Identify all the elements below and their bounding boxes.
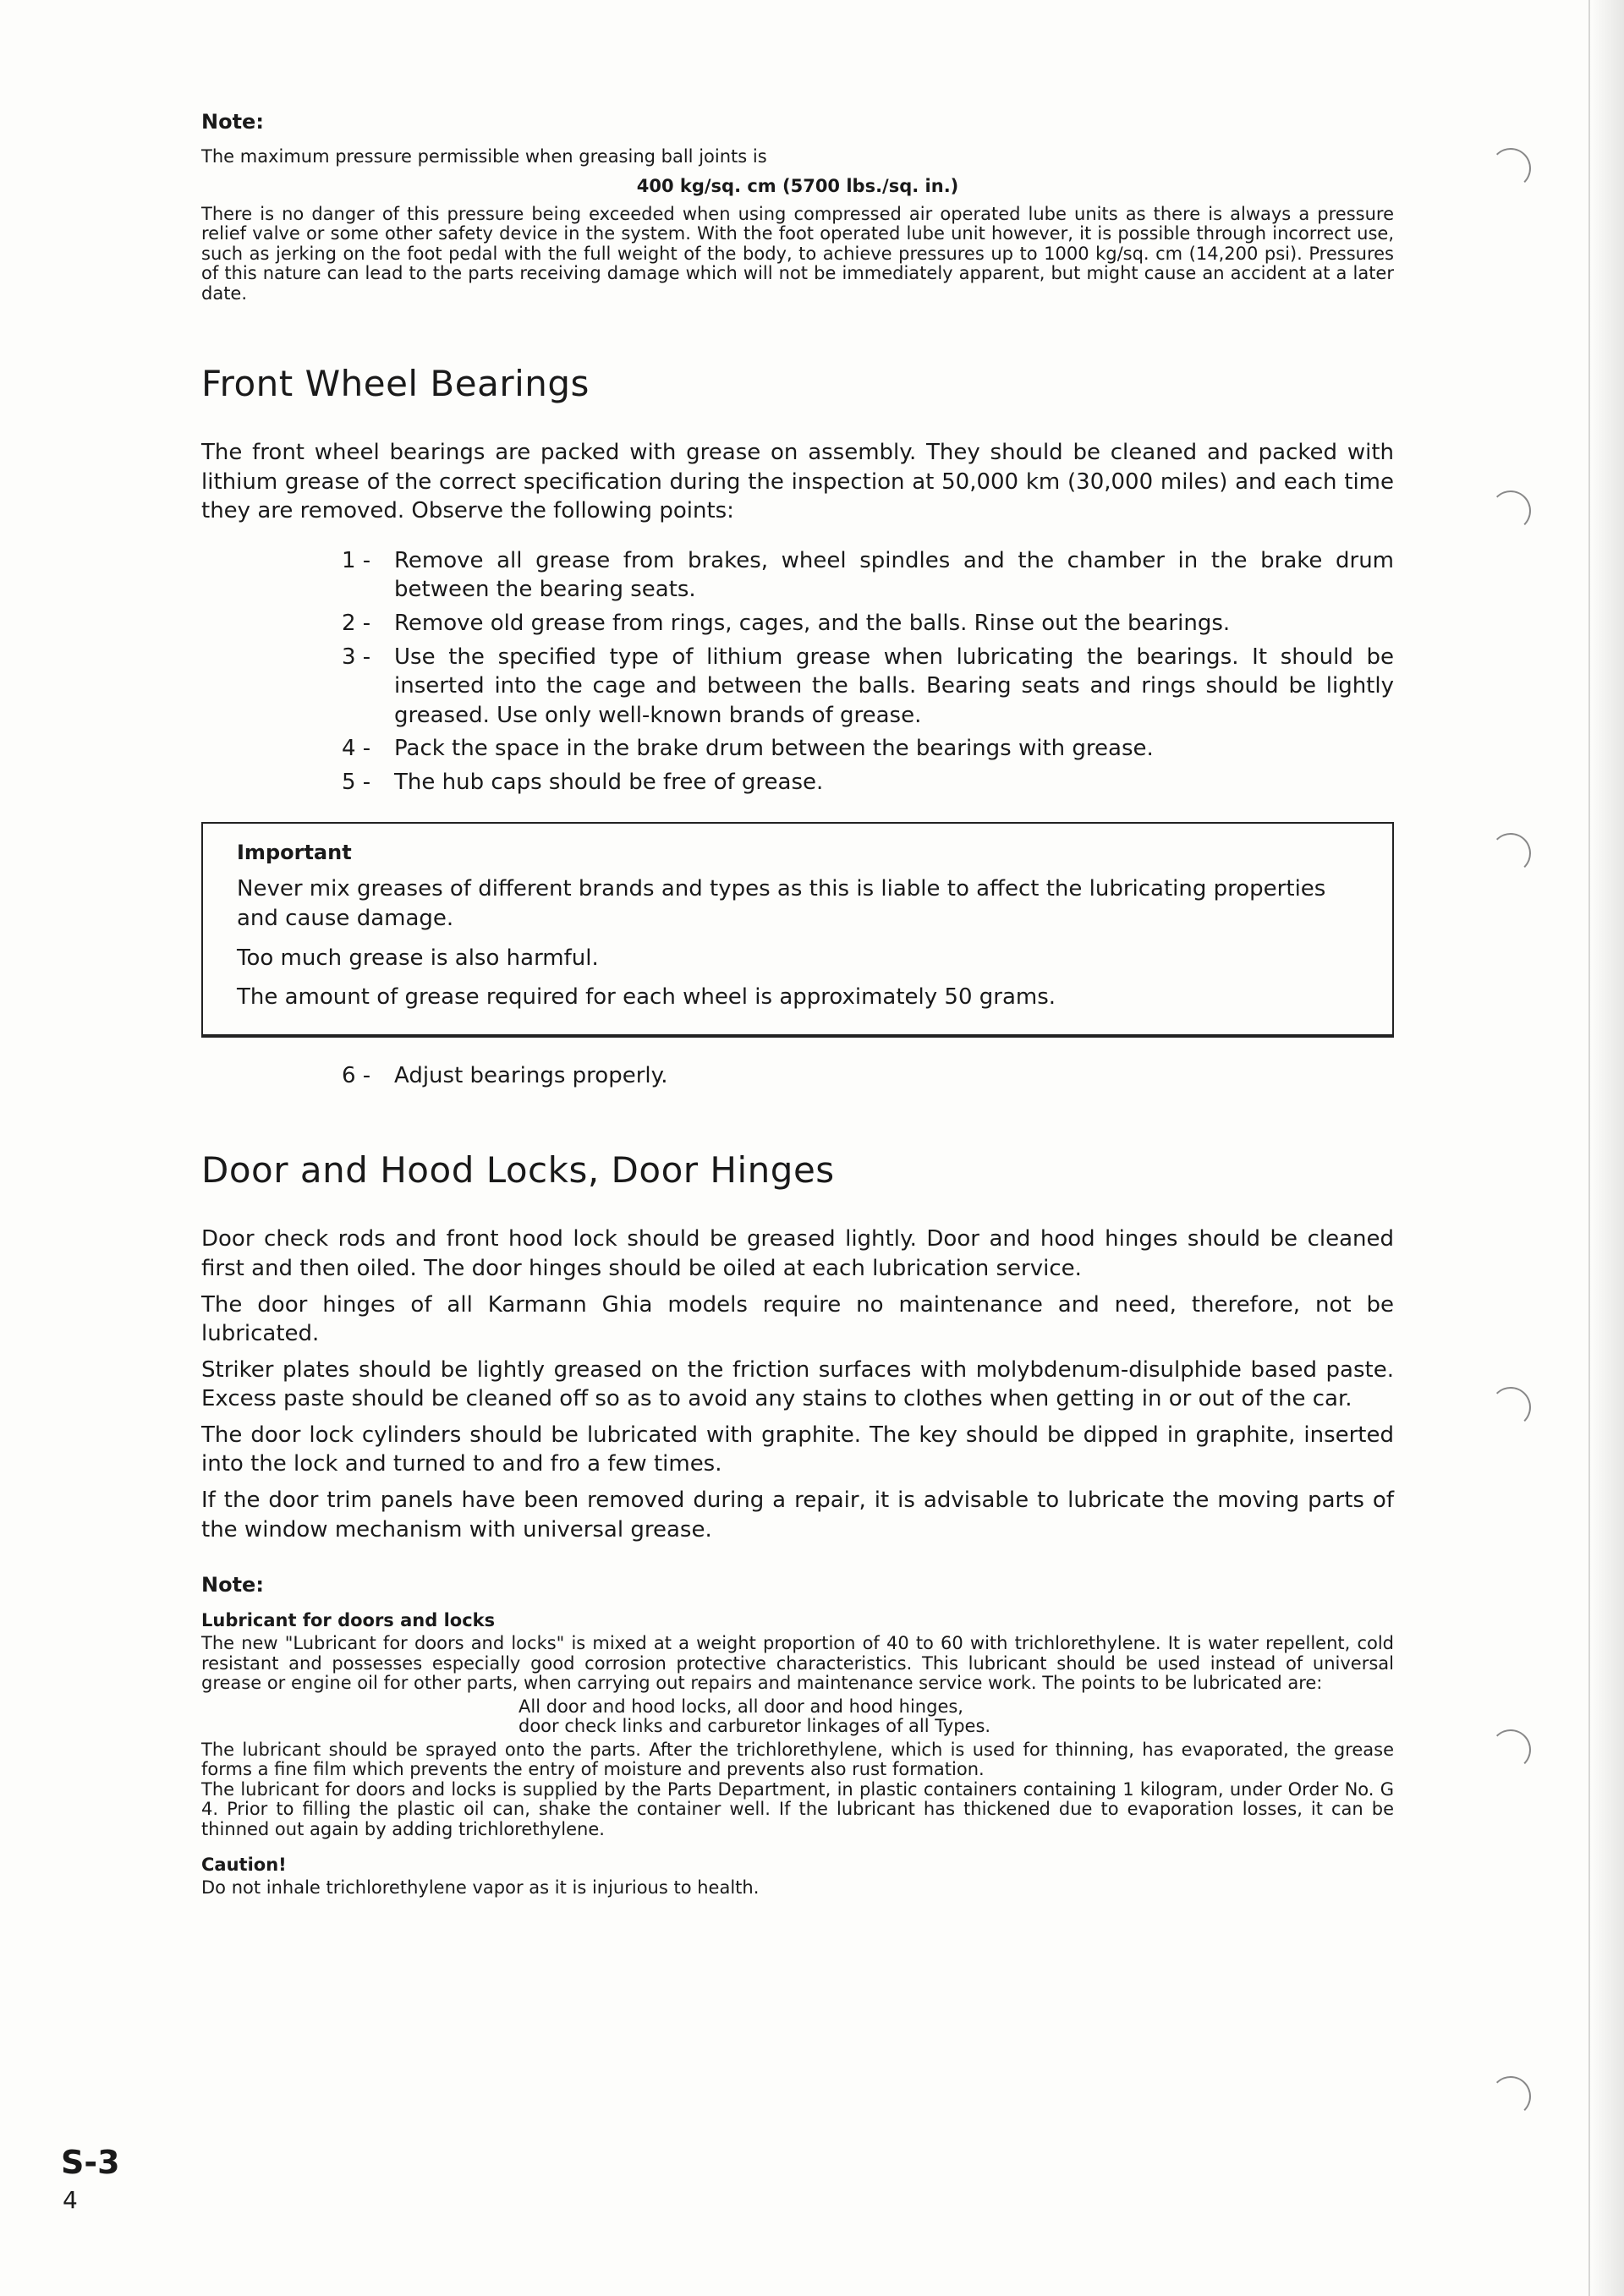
top-note-heading: Note: [201,110,264,134]
important-box [201,822,1394,1037]
page-shadow [1590,0,1624,2296]
bearing-steps-list [201,546,1394,797]
important-text-3: The amount of grease required for each wheel is approximately 50 grams. [237,984,1056,1011]
binder-hole-mark-3 [1490,833,1531,874]
pressure-limit: 400 kg/sq. cm (5700 lbs./sq. in.) [636,175,959,196]
binder-hole-mark-4 [1490,1387,1531,1427]
caution-heading: Caution! [201,1855,287,1876]
step-text: Use the specified type of lithium grease when lubricating the bearings. It should be inserted into the cage and between the balls. Bearing seats and rings should be lightly greased. Use only well-known brands of grease. [394,644,1394,728]
front-wheel-intro: The front wheel bearings are packed with grease on assembly. They should be cleaned and packed with lithium grease of the correct specification during the inspection at 50,000 km (30,000 miles) and each time they are removed. Observe the following points: [201,440,1394,524]
step-item [337,734,1394,764]
binder-hole-mark-2 [1490,490,1531,531]
lubricant-paragraph-3: The lubricant for doors and locks is supplied by the Parts Department, in plastic containers containing 1 kilogram, under Order No. G 4. Prior to filling the plastic oil can, shake the container well. If the lubricant has thickened due to evaporation losses, it can be thinned out again by adding trichlorethylene. [201,1778,1394,1839]
step-number: 1 - [342,547,371,573]
front-wheel-bearings-section [201,363,1394,1090]
top-note-paragraph: There is no danger of this pressure being exceeded when using compressed air operated lube units as there is always a pressure relief valve or some other safety device in the system. With the foot operated lube unit however, it is possible through incorrect use, such as jerking on the foot pedal with the full weight of the body, to achieve pressures up to 1000 kg/sq. cm (14,200 psi). Pressures of this nature can lead to the parts receiving damage which will not be immediately apparent, but might cause an accident at a later date. [201,203,1394,304]
step-item [337,1061,1394,1091]
step-number: 4 - [342,736,371,762]
door-locks-paragraphs [201,1225,1394,1544]
binder-hole-mark-1 [1490,148,1531,189]
door-paragraph: The door hinges of all Karmann Ghia models require no maintenance and need, therefore, not be lubricated. [201,1291,1394,1347]
binder-hole-mark-6 [1490,2076,1531,2117]
door-paragraph: The door lock cylinders should be lubricated with graphite. The key should be dipped in graphite, inserted into the lock and turned to and fro a few times. [201,1422,1394,1477]
top-note [201,110,1394,304]
important-title: Important [237,841,352,865]
lubricant-note [201,1573,1394,1899]
front-wheel-bearings-title: Front Wheel Bearings [201,363,590,405]
step-item [337,768,1394,797]
caution-text: Do not inhale trichlorethylene vapor as it is injurious to health. [201,1877,760,1899]
top-note-intro: The maximum pressure permissible when greasing ball joints is [201,146,767,167]
step-item [337,643,1394,731]
door-paragraph: Striker plates should be lightly greased on the friction surfaces with molybdenum-disulphide based paste. Excess paste should be cleaned off so as to avoid any stains to clothes when getting in or out of the car. [201,1356,1394,1412]
important-text-2: Too much grease is also harmful. [237,945,599,971]
step-text: The hub caps should be free of grease. [394,769,824,795]
step-item [337,546,1394,605]
step-text: Pack the space in the brake drum between the bearings with grease. [394,736,1154,762]
step-text: Adjust bearings properly. [394,1062,668,1088]
lubricant-paragraph-1: The new "Lubricant for doors and locks" is mixed at a weight proportion of 40 to 60 with trichlorethylene. It is water repellent, cold resistant and possesses especially good corrosion protective characteristics. This lubricant should be used instead of universal grease or engine oil for other parts, when carrying out repairs and maintenance service work. The points to be lubricated are: [201,1633,1394,1694]
step-text: Remove all grease from brakes, wheel spindles and the chamber in the brake drum between the bearing seats. [394,547,1394,603]
lubricant-points-list [201,1697,1394,1737]
step-number: 2 - [342,610,371,636]
page-number: 4 [63,2186,78,2214]
step-number: 5 - [342,769,371,795]
lubricant-point-1: All door and hood locks, all door and hood hinges, [518,1696,963,1717]
document-content [201,110,1394,1899]
door-paragraph: If the door trim panels have been removed during a repair, it is advisable to lubricate the moving parts of the window mechanism with universal grease. [201,1487,1394,1543]
step-number: 3 - [342,644,371,670]
important-text-1: Never mix greases of different brands and types as this is liable to affect the lubricating properties and cause damage. [237,876,1326,932]
lubricant-point-2: door check links and carburetor linkages of all Types. [518,1716,991,1737]
section-id: S-3 [61,2144,120,2181]
lubricant-paragraph-2: The lubricant should be sprayed onto the parts. After the trichlorethylene, which is used for thinning, has evaporated, the grease forms a fine film which prevents the entry of moisture and prevents also rust formation. [201,1739,1394,1780]
step-text: Remove old grease from rings, cages, and the balls. Rinse out the bearings. [394,610,1231,636]
step-number: 6 - [342,1062,371,1088]
lubricant-note-heading: Note: [201,1573,264,1597]
door-paragraph: Door check rods and front hood lock should be greased lightly. Door and hood hinges should be cleaned first and then oiled. The door hinges should be oiled at each lubrication service. [201,1226,1394,1281]
door-hood-locks-section [201,1149,1394,1898]
lubricant-note-subheading: Lubricant for doors and locks [201,1610,496,1631]
binder-hole-mark-5 [1490,1729,1531,1770]
door-hood-locks-title: Door and Hood Locks, Door Hinges [201,1149,835,1192]
step-item [337,609,1394,638]
